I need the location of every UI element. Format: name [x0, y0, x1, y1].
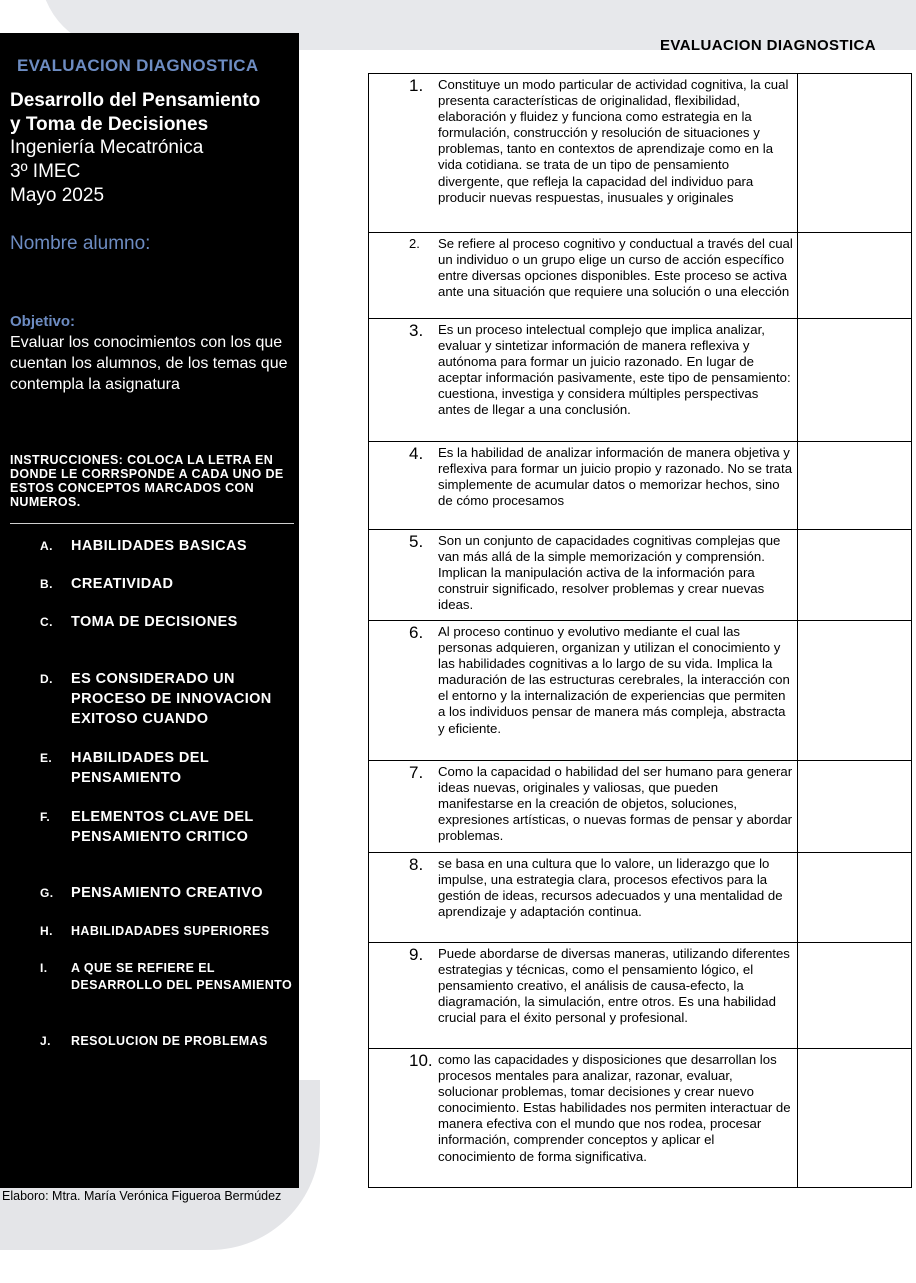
concept-text: TOMA DE DECISIONES: [71, 614, 238, 630]
answer-cell[interactable]: [798, 761, 911, 852]
sidebar: [0, 33, 299, 1188]
table-row: [369, 853, 911, 943]
question-cell: [369, 621, 798, 760]
table-row: [369, 1049, 911, 1187]
question-cell: [369, 943, 798, 1048]
question-text: como las capacidades y disposiciones que desarrollan los procesos mentales para analizar, razonar, evaluar, solucionar problemas, tomar decisiones y crear nuevo conocimiento. Estas habilidades nos permiten interactuar de manera efectiva con el mundo que nos rodea, procesar información, comprender conceptos y aplicar el conocimiento de forma significativa.: [438, 1052, 791, 1164]
table-row: [369, 761, 911, 853]
answer-cell[interactable]: [798, 943, 911, 1048]
program-name: Ingeniería Mecatrónica: [10, 137, 204, 158]
question-cell: [369, 233, 798, 318]
question-text: Es un proceso intelectual complejo que implica analizar, evaluar y sintetizar información de manera reflexiva y autónoma para formar un juicio razonado. En lugar de aceptar información pasivamente, este tipo de pensamiento: cuestiona, investiga y considera múltiples perspectivas antes de llegar a una conclusión.: [438, 322, 791, 418]
course-name: [10, 89, 260, 137]
question-text: Se refiere al proceso cognitivo y conductual a través del cual un individuo o un grupo elige un curso de acción específico entre diversas opciones disponibles. Este proceso se activa ante una situación que requiere una solución o una elección: [438, 236, 793, 300]
answer-cell[interactable]: [798, 853, 911, 942]
table-row: [369, 74, 911, 233]
question-number: 5.: [409, 532, 424, 551]
question-number: 9.: [409, 945, 424, 964]
concept-item-j: [40, 1033, 295, 1050]
question-cell: [369, 761, 798, 852]
question-cell: [369, 530, 798, 620]
course-name-line2: y Toma de Decisiones: [10, 114, 209, 135]
question-number: 4.: [409, 444, 424, 463]
concept-text: A QUE SE REFIERE EL DESARROLLO DEL PENSAMIENTO: [71, 961, 293, 992]
concept-item-i: [40, 960, 295, 994]
question-text: Como la capacidad o habilidad del ser humano para generar ideas nuevas, originales y valiosas, que pueden manifestarse en la creación de objetos, soluciones, expresiones artísticas, o nuevas formas de pensar y abordar problemas.: [438, 764, 793, 844]
concept-letter: E.: [40, 751, 53, 765]
table-row: [369, 530, 911, 621]
question-cell: [369, 319, 798, 441]
instructions-divider: [10, 523, 294, 524]
question-text: Puede abordarse de diversas maneras, utilizando diferentes estrategias y técnicas, como el pensamiento lógico, el pensamiento creativo, el análisis de causa-efecto, la diagramación, la simulación, entre otros. Es una habilidad crucial para el éxito personal y profesional.: [438, 946, 790, 1026]
student-name-label: Nombre alumno:: [10, 233, 151, 254]
concept-text: HABILIDADES BASICAS: [71, 538, 247, 554]
answer-cell[interactable]: [798, 621, 911, 760]
objective-text: Evaluar los conocimientos con los que cuentan los alumnos, de los temas que contempla la asignatura: [10, 334, 288, 393]
answer-cell[interactable]: [798, 319, 911, 441]
concept-item-c: [40, 612, 295, 632]
question-number: 10.: [409, 1051, 433, 1070]
answer-cell[interactable]: [798, 442, 911, 529]
concept-letter: G.: [40, 886, 54, 900]
page-title: EVALUACION DIAGNOSTICA: [660, 37, 877, 54]
exam-date: Mayo 2025: [10, 185, 105, 206]
question-number: 2.: [409, 236, 420, 251]
group-name: 3º IMEC: [10, 161, 81, 182]
concept-item-d: [40, 669, 295, 729]
question-cell: [369, 442, 798, 529]
answer-cell[interactable]: [798, 74, 911, 232]
concept-letter: C.: [40, 615, 53, 629]
concept-letter: H.: [40, 924, 53, 938]
question-number: 7.: [409, 763, 424, 782]
concept-text: ELEMENTOS CLAVE DEL PENSAMIENTO CRITICO: [71, 809, 254, 845]
concept-item-b: [40, 574, 295, 594]
questions-table: [368, 73, 912, 1188]
concept-letter: D.: [40, 672, 53, 686]
concept-item-h: [40, 923, 295, 940]
concept-letter: A.: [40, 539, 53, 553]
answer-cell[interactable]: [798, 1049, 911, 1187]
course-name-line1: Desarrollo del Pensamiento: [10, 90, 261, 111]
instructions-text: INSTRUCCIONES: COLOCA LA LETRA EN DONDE LE CORRSPONDE A CADA UNO DE ESTOS CONCEPTOS MARCADOS CON NUMEROS.: [10, 453, 284, 509]
concept-letter: B.: [40, 577, 53, 591]
concept-text: CREATIVIDAD: [71, 576, 174, 592]
concept-item-e: [40, 748, 295, 788]
question-text: se basa en una cultura que lo valore, un liderazgo que lo impulse, una estrategia clara, procesos efectivos para la gestión de ideas, recursos adecuados y una mentalidad de aprendizaje y adaptación continua.: [438, 856, 783, 920]
table-row: [369, 621, 911, 761]
concept-letter: I.: [40, 961, 48, 975]
question-cell: [369, 1049, 798, 1187]
table-row: [369, 233, 911, 319]
concept-text: ES CONSIDERADO UN PROCESO DE INNOVACION EXITOSO CUANDO: [71, 671, 272, 727]
answer-cell[interactable]: [798, 233, 911, 318]
question-text: Al proceso continuo y evolutivo mediante el cual las personas adquieren, organizan y utilizan el conocimiento y las habilidades cognitivas a lo largo de su vida. Implica la maduración de las estructuras cerebrales, la interacción con el entorno y la internalización de experiencias que permiten a los individuos pensar de manera más compleja, abstracta y eficiente.: [438, 624, 790, 736]
question-text: Es la habilidad de analizar información de manera objetiva y reflexiva para formar un juicio propio y razonado. No se trata simplemente de acumular datos o memorizar hechos, sino de cómo procesamos: [438, 445, 793, 509]
question-number: 1.: [409, 76, 424, 95]
concept-letter: F.: [40, 810, 51, 824]
author-credit: Elaboro: Mtra. María Verónica Figueroa Bermúdez: [2, 1189, 282, 1203]
question-number: 3.: [409, 321, 424, 340]
table-row: [369, 319, 911, 442]
table-row: [369, 442, 911, 530]
question-cell: [369, 74, 798, 232]
concept-text: PENSAMIENTO CREATIVO: [71, 885, 263, 901]
concept-letter: J.: [40, 1034, 51, 1048]
answer-cell[interactable]: [798, 530, 911, 620]
objective-label: Objetivo:: [10, 313, 76, 330]
concept-item-g: [40, 883, 295, 903]
question-text: Constituye un modo particular de actividad cognitiva, la cual presenta características de originalidad, flexibilidad, elaboración y fluidez y funciona como estrategia en la formulación, construcción y resolución de situaciones y problemas, tanto en contextos de aprendizaje como en la vida cotidiana. se trata de un tipo de pensamiento divergente, que refleja la capacidad del individuo para producir nuevas respuestas, inusuales y originales: [438, 77, 789, 205]
table-row: [369, 943, 911, 1049]
concept-item-f: [40, 807, 295, 847]
question-cell: [369, 853, 798, 942]
concept-text: RESOLUCION DE PROBLEMAS: [71, 1034, 268, 1048]
question-number: 6.: [409, 623, 424, 642]
sidebar-title: EVALUACION DIAGNOSTICA: [17, 56, 259, 75]
concept-text: HABILIDADES DEL PENSAMIENTO: [71, 750, 209, 786]
question-number: 8.: [409, 855, 424, 874]
question-text: Son un conjunto de capacidades cognitivas complejas que van más allá de la simple memorización y comprensión. Implican la manipulación activa de la información para construir significado, resolver problemas y crear nuevas ideas.: [438, 533, 781, 613]
concept-text: HABILIDADADES SUPERIORES: [71, 924, 270, 938]
concept-item-a: [40, 536, 295, 556]
